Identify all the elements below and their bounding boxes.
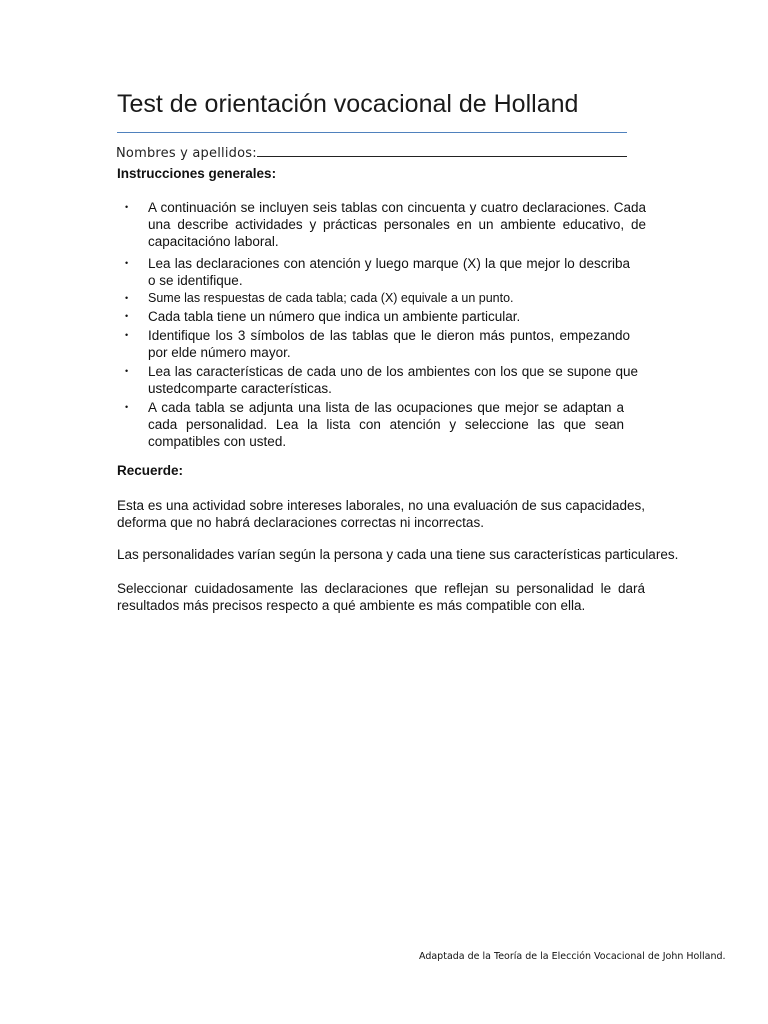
list-item: • Cada tabla tiene un número que indica un ambiente particular. (125, 309, 521, 324)
title-divider (117, 132, 627, 133)
bullet-icon: • (125, 293, 129, 303)
bullet-icon: • (125, 258, 129, 268)
paragraph-personalidades: Las personalidades varían según la persona y cada una tiene sus características particulares. (117, 547, 679, 562)
list-item: • Sume las respuestas de cada tabla; cada (X) equivale a un punto. (125, 291, 514, 305)
list-item: • Lea las características de cada uno de los ambientes con los que se supone que ustedcomparte características. (125, 364, 638, 396)
list-item: • A continuación se incluyen seis tablas con cincuenta y cuatro declaraciones. Cada una describe actividades y prácticas personales en un ambiente educativo, de capacitacióno laboral. (125, 200, 646, 249)
instructions-list (117, 199, 657, 450)
bullet-icon: • (125, 330, 129, 340)
paragraph-seleccionar: Seleccionar cuidadosamente las declaraciones que reflejan su personalidad le dará resultados más precisos respecto a qué ambiente es más compatible con ella. (117, 581, 645, 613)
remember-heading: Recuerde: (117, 463, 184, 478)
list-item: • Lea las declaraciones con atención y luego marque (X) la que mejor lo describa o se identifique. (125, 256, 630, 288)
name-field-line (116, 144, 627, 161)
bullet-icon: • (125, 202, 129, 212)
footer-credit: Adaptada de la Teoría de la Elección Vocacional de John Holland. (419, 951, 726, 962)
paragraph-intereses: Esta es una actividad sobre intereses laborales, no una evaluación de sus capacidades, deforma que no habrá declaraciones correctas ni incorrectas. (117, 498, 645, 530)
bullet-icon: • (125, 366, 129, 376)
name-label: Nombres y apellidos: (116, 146, 257, 161)
document-title: Test de orientación vocacional de Holland (117, 90, 579, 118)
name-blank (257, 144, 627, 157)
instructions-heading: Instrucciones generales: (117, 166, 277, 181)
list-item: • Identifique los 3 símbolos de las tablas que le dieron más puntos, empezando por elde número mayor. (125, 328, 630, 360)
list-item: • A cada tabla se adjunta una lista de las ocupaciones que mejor se adaptan a cada personalidad. Lea la lista con atención y seleccione las que sean compatibles con usted. (125, 400, 624, 449)
bullet-icon: • (125, 402, 129, 412)
bullet-icon: • (125, 311, 129, 321)
